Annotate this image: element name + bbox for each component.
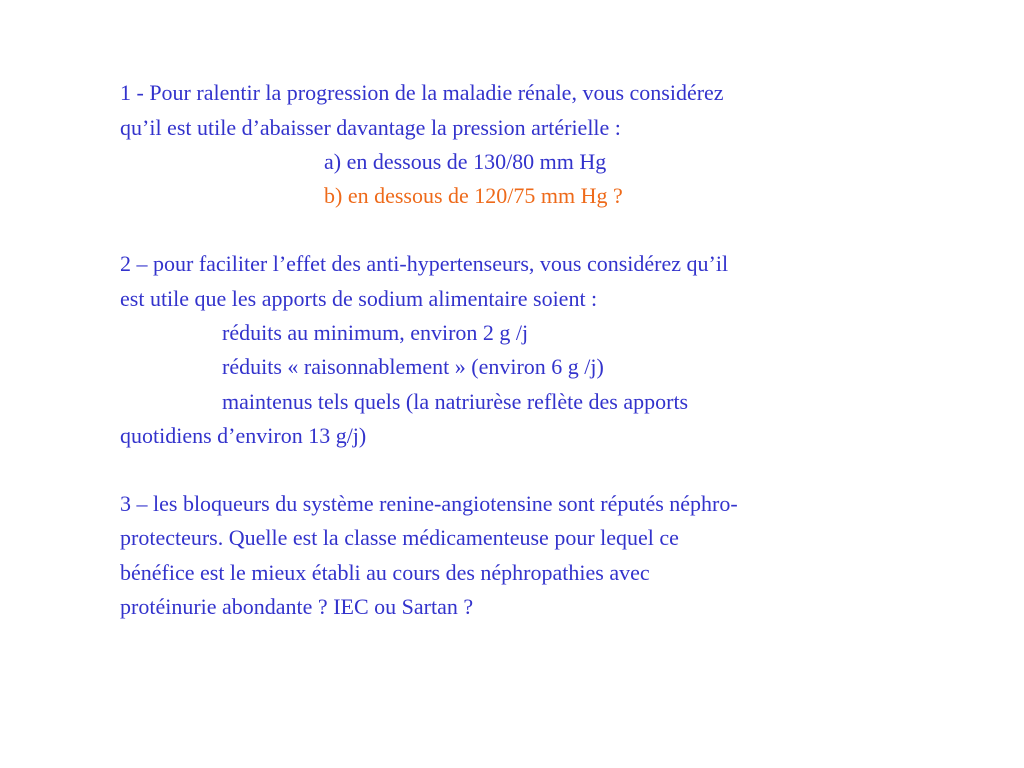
question-2-line-2: est utile que les apports de sodium alimentaire soient : (120, 286, 598, 311)
question-1-option-b: b) en dessous de 120/75 mm Hg ? (324, 183, 623, 208)
question-3-line-3: bénéfice est le mieux établi au cours des néphropathies avec (120, 560, 650, 585)
question-2-option-2: réduits « raisonnablement » (environ 6 g /j) (222, 354, 604, 379)
question-1-line-1: 1 - Pour ralentir la progression de la maladie rénale, vous considérez (120, 80, 724, 105)
question-3-line-2: protecteurs. Quelle est la classe médicamenteuse pour lequel ce (120, 525, 679, 550)
question-2-option-3-continued: quotidiens d’environ 13 g/j) (120, 423, 367, 448)
question-3-line-4: protéinurie abondante ? IEC ou Sartan ? (120, 594, 474, 619)
question-1-option-a: a) en dessous de 130/80 mm Hg (324, 149, 607, 174)
question-3-line-1: 3 – les bloqueurs du système renine-angiotensine sont réputés néphro- (120, 491, 738, 516)
question-2-option-3: maintenus tels quels (la natriurèse reflète des apports (222, 389, 689, 414)
question-2-line-1: 2 – pour faciliter l’effet des anti-hypertenseurs, vous considérez qu’il (120, 251, 729, 276)
question-2-option-1: réduits au minimum, environ 2 g /j (222, 320, 529, 345)
question-1-line-2: qu’il est utile d’abaisser davantage la pression artérielle : (120, 115, 621, 140)
